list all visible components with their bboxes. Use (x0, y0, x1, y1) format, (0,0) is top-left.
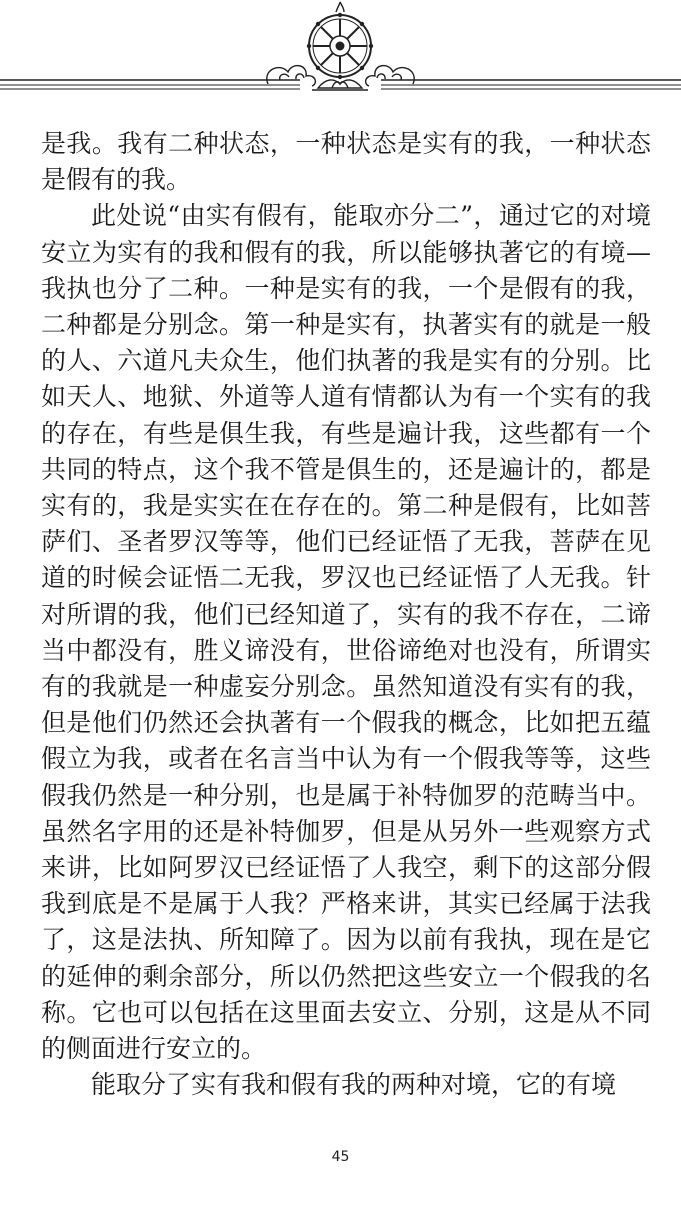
paragraph-1: 是我。我有二种状态，一种状态是实有的我，一种状态是假有的我。 (41, 129, 651, 195)
page-number: 45 (331, 1149, 350, 1165)
cloud-ornament-right-icon (366, 66, 415, 86)
page-header-ornament (0, 0, 681, 110)
lotus-base-icon (312, 80, 368, 90)
dharma-wheel-icon (307, 2, 373, 79)
body-text (41, 126, 651, 1103)
cloud-ornament-left-icon (267, 66, 316, 86)
paragraph-3: 能取分了实有我和假有我的两种对境，它的有境 (91, 1070, 617, 1100)
paragraph-2: 此处说“由实有假有，能取亦分二”，通过它的对境安立为实有的我和假有的我，所以能够执著它的有境—我执也分了二种。一种是实有的我，一个是假有的我，二种都是分别念。第一种是实有，执著实有的就是一般的人、六道凡夫众生，他们执著的我是实有的分别。比如天人、地狱、外道等人道有情都认为有一个实有的我的存在，有些是俱生我，有些是遍计我，这些都有一个共同的特点，这个我不管是俱生的，还是遍计的，都是实有的，我是实实在在存在的。第二种是假有，比如菩萨们、圣者罗汉等等，他们已经证悟了无我，菩萨在见道的时候会证悟二无我，罗汉也已经证悟了人无我。针对所谓的我，他们已经知道了，实有的我不存在，二谛当中都没有，胜义谛没有，世俗谛绝对也没有，所谓实有的我就是一种虚妄分别念。虽然知道没有实有的我，但是他们仍然还会执著有一个假我的概念，比如把五蕴假立为我，或者在名言当中认为有一个假我等等，这些假我仍然是一种分别，也是属于补特伽罗的范畴当中。虽然名字用的还是补特伽罗，但是从另外一些观察方式来讲，比如阿罗汉已经证悟了人我空，剩下的这部分假我到底是不是属于人我？严格来讲，其实已经属于法我了，这是法执、所知障了。因为以前有我执，现在是它的延伸的剩余部分，所以仍然把这些安立一个假我的名称。它也可以包括在这里面去安立、分别，这是从不同的侧面进行安立的。 (41, 201, 651, 1064)
